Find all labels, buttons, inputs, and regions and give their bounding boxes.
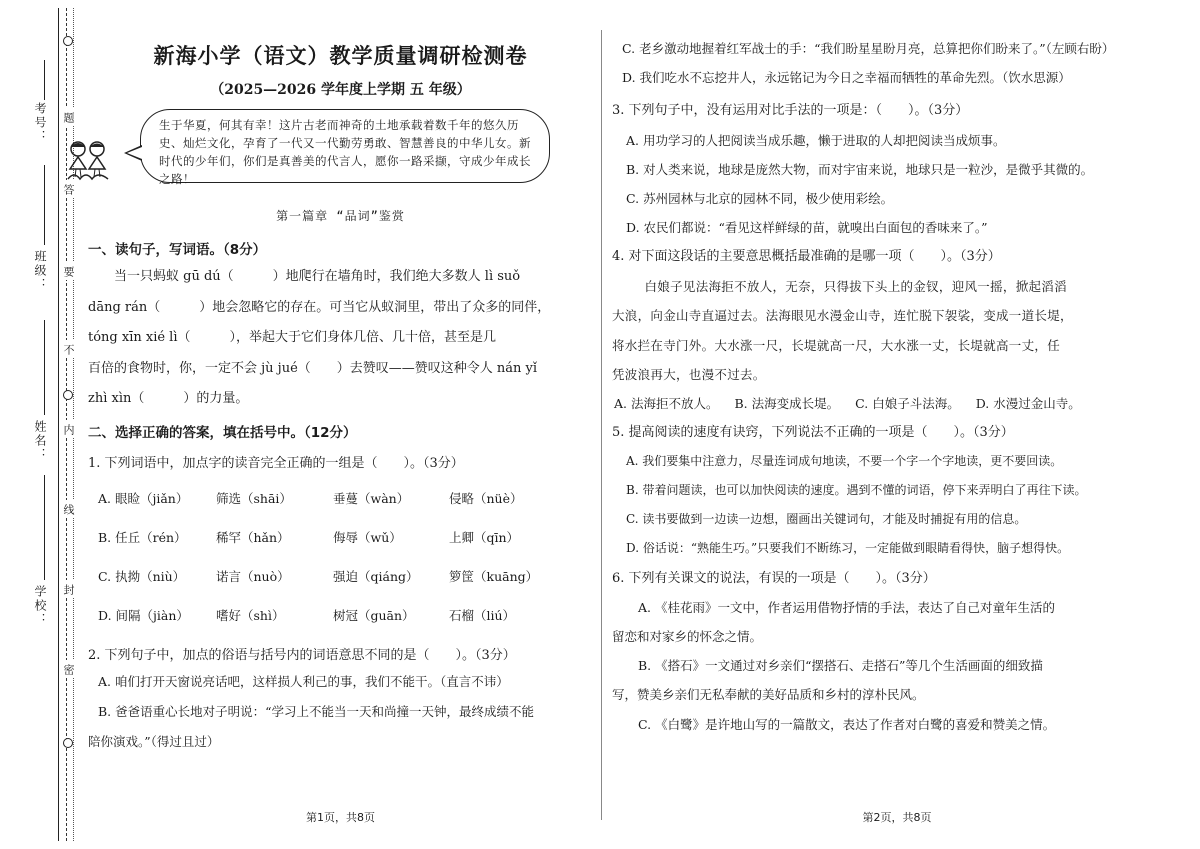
- binding-margin: [0, 0, 80, 849]
- question-5-option: A. 我们要集中注意力，尽量连词成句地读，不要一个字一个字地读，更不要回读。: [626, 453, 1063, 468]
- section-1-heading: 一、读句子，写词语。（8分）: [88, 242, 267, 258]
- question-2-option-c: C. 老乡激动地握着红军战士的手：“我们盼星星盼月亮，总算把你们盼来了。”（左顾右盼）: [622, 41, 1115, 56]
- question-5-option: C. 读书要做到一边读一边想，圈画出关键词句，才能及时捕捉有用的信息。: [626, 512, 1027, 527]
- question-4-option: D. 水漫过金山寺。: [975, 395, 1081, 411]
- school-label: 学校：: [33, 585, 47, 627]
- option-word: 稀罕（hǎn）: [216, 529, 290, 545]
- seal-mark: 线: [61, 500, 77, 518]
- question-4-passage-line: 凭波浪再大，也漫不过去。: [612, 367, 766, 383]
- question-1-option-row: [88, 489, 593, 507]
- exam-title: 新海小学（语文）教学质量调研检测卷: [153, 43, 528, 68]
- question-1-option-row: [88, 567, 593, 585]
- seal-mark: 密: [61, 660, 77, 678]
- seal-mark: 题: [61, 108, 77, 126]
- option-word: B. 任丘（rén）: [98, 529, 187, 545]
- question-1-option-row: [88, 528, 593, 546]
- option-word: 侵略（nüè）: [449, 490, 523, 506]
- seal-mark: 封: [61, 580, 77, 598]
- bubble-tail-inner: [127, 147, 142, 159]
- exam-number-field[interactable]: [44, 60, 45, 100]
- option-word: 垂蔓（wàn）: [333, 490, 410, 506]
- option-word: 石榴（liú）: [449, 607, 516, 623]
- section-2-heading: 二、选择正确的答案，填在括号中。（12分）: [88, 424, 357, 441]
- page-1: [88, 0, 593, 849]
- question-1-stem: 1. 下列词语中，加点字的读音完全正确的一组是（ ）。（3分）: [88, 455, 464, 471]
- question-3-option: B. 对人类来说，地球是庞然大物，而对宇宙来说，地球只是一粒沙，是微乎其微的。: [626, 161, 1094, 177]
- binding-hole-icon: [63, 36, 73, 46]
- option-word: 上卿（qīn）: [449, 529, 520, 545]
- option-word: D. 间隔（jiàn）: [98, 607, 189, 623]
- seal-mark: 要: [61, 262, 77, 280]
- question-2-option-b-cont: 陪你演戏。”（得过且过）: [88, 733, 220, 749]
- question-6-stem: 6. 下列有关课文的说法，有误的一项是（ ）。（3分）: [612, 570, 936, 586]
- question-6-option-a-cont: 留恋和对家乡的怀念之情。: [612, 629, 763, 645]
- section-1-line: 当一只蚂蚁 gū dú（ ）地爬行在墙角时，我们绝大多数人 lì suǒ: [114, 269, 521, 284]
- option-word: 筛选（shāi）: [216, 490, 292, 506]
- question-4-options: [612, 390, 1182, 418]
- exam-subtitle: （2025—2026 学年度上学期 五 年级）: [210, 82, 471, 98]
- seal-mark: 不: [61, 340, 77, 358]
- question-5-stem: 5. 提高阅读的速度有诀窍，下列说法不正确的一项是（ ）。（3分）: [612, 424, 1014, 440]
- seal-mark: 内: [61, 420, 77, 438]
- question-5-option: B. 带着问题读，也可以加快阅读的速度。遇到不懂的词语，停下来弄明白了再往下读。: [626, 483, 1087, 498]
- question-2-option-d: D. 我们吃水不忘挖井人，永远铭记为今日之幸福而牺牲的革命先烈。（饮水思源）: [622, 70, 1071, 86]
- page-2: [612, 0, 1182, 849]
- exam-number-label: 考号：: [33, 102, 47, 144]
- question-2-stem: 2. 下列句子中，加点的俗语与括号内的词语意思不同的是（ ）。（3分）: [88, 647, 516, 663]
- class-label: 班级：: [33, 250, 47, 292]
- school-field[interactable]: [44, 475, 45, 580]
- option-word: A. 眼睑（jiǎn）: [98, 490, 189, 506]
- option-word: 嗜好（shì）: [216, 607, 285, 623]
- name-field[interactable]: [44, 320, 45, 415]
- intro-speech-bubble: 生于华夏，何其有幸！这片古老而神奇的土地承载着数千年的悠久历史、灿烂文化，孕育了一代又一代勤劳勇敢、智慧善良的中华儿女。新时代的少年们，你们是真善美的代言人，愿你一路采撷，守成少年成长之路！: [140, 109, 550, 183]
- question-4-passage-line: 白娘子见法海拒不放人，无奈，只得拔下头上的金钗，迎风一摇，掀起滔滔: [644, 278, 1067, 294]
- question-6-option-b: B. 《搭石》一文通过对乡亲们“摆搭石、走搭石”等几个生活画面的细致描: [638, 658, 1043, 674]
- intro-bubble-row: [88, 109, 593, 199]
- question-5-option: D. 俗话说：“熟能生巧。”只要我们不断练习，一定能做到眼睛看得快，脑子想得快。: [626, 541, 1070, 556]
- question-3-option: D. 农民们都说：“看见这样鲜绿的苗，就嗅出白面包的香味来了。”: [626, 220, 988, 236]
- page-divider: [601, 30, 602, 820]
- page-footer: 第2页，共8页: [862, 811, 932, 824]
- option-word: 侮辱（wǔ）: [333, 529, 402, 545]
- seal-mark: 答: [61, 180, 77, 198]
- question-3-option: A. 用功学习的人把阅读当成乐趣，懒于进取的人却把阅读当成烦事。: [626, 132, 1006, 148]
- section-1-line: 百倍的食物时，你，一定不会 jù jué（ ）去赞叹——赞叹这种令人 nán yǐ: [88, 360, 538, 376]
- class-field[interactable]: [44, 165, 45, 245]
- name-label: 姓名：: [33, 420, 47, 462]
- question-2-option-a: A. 咱们打开天窗说亮话吧，这样损人利己的事，我们不能干。（直言不讳）: [98, 673, 509, 689]
- option-word: 强迫（qiáng）: [333, 568, 419, 584]
- question-2-option-b: B. 爸爸语重心长地对子明说：“学习上不能当一天和尚撞一天钟，最终成绩不能: [98, 703, 535, 719]
- chapter-heading: 第一篇章 “品词”鉴赏: [276, 209, 405, 223]
- question-6-option-a: A. 《桂花雨》一文中，作者运用借物抒情的手法，表达了自己对童年生活的: [638, 599, 1055, 615]
- binding-hole-icon: [63, 390, 73, 400]
- section-1-line: zhì xìn（ ）的力量。: [88, 391, 249, 406]
- section-1-line: tóng xīn xié lì（ ），举起大于它们身体几倍、几十倍，甚至是几: [88, 330, 497, 345]
- question-1-option-row: [88, 606, 593, 624]
- option-word: C. 执拗（niù）: [98, 568, 186, 584]
- option-word: 箩筐（kuāng）: [449, 568, 539, 584]
- binding-hole-icon: [63, 738, 73, 748]
- question-6-option-c: C. 《白鹭》是许地山写的一篇散文，表达了作者对白鹭的喜爱和赞美之情。: [638, 716, 1056, 732]
- page-footer: 第1页，共8页: [306, 811, 375, 824]
- question-6-option-b-cont: 写，赞美乡亲们无私奉献的美好品质和乡村的淳朴民风。: [612, 687, 925, 703]
- question-4-passage-line: 将水拦在寺门外。大水涨一尺，长堤就高一尺，大水涨一丈，长堤就高一丈，任: [612, 337, 1061, 353]
- section-1-line: dāng rán（ ）地会忽略它的存在。可当它从蚁洞里，带出了众多的同伴，: [88, 299, 551, 315]
- option-word: 树冠（guān）: [333, 607, 415, 623]
- question-3-option: C. 苏州园林与北京的园林不同，极少使用彩绘。: [626, 191, 894, 207]
- question-4-passage-line: 大浪，向金山寺直逼过去。法海眼见水漫金山寺，连忙脱下袈裟，变成一道长堤，: [612, 308, 1073, 324]
- children-illustration-icon: [66, 139, 110, 185]
- question-4-option: C. 白娘子斗法海。: [855, 395, 960, 411]
- question-4-option: B. 法海变成长堤。: [734, 395, 840, 411]
- option-word: 诺言（nuò）: [216, 568, 290, 584]
- question-3-stem: 3. 下列句子中，没有运用对比手法的一项是：（ ）。（3分）: [612, 103, 969, 119]
- question-4-stem: 4. 对下面这段话的主要意思概括最准确的是哪一项（ ）。（3分）: [612, 249, 1001, 265]
- question-4-option: A. 法海拒不放人。: [614, 395, 719, 411]
